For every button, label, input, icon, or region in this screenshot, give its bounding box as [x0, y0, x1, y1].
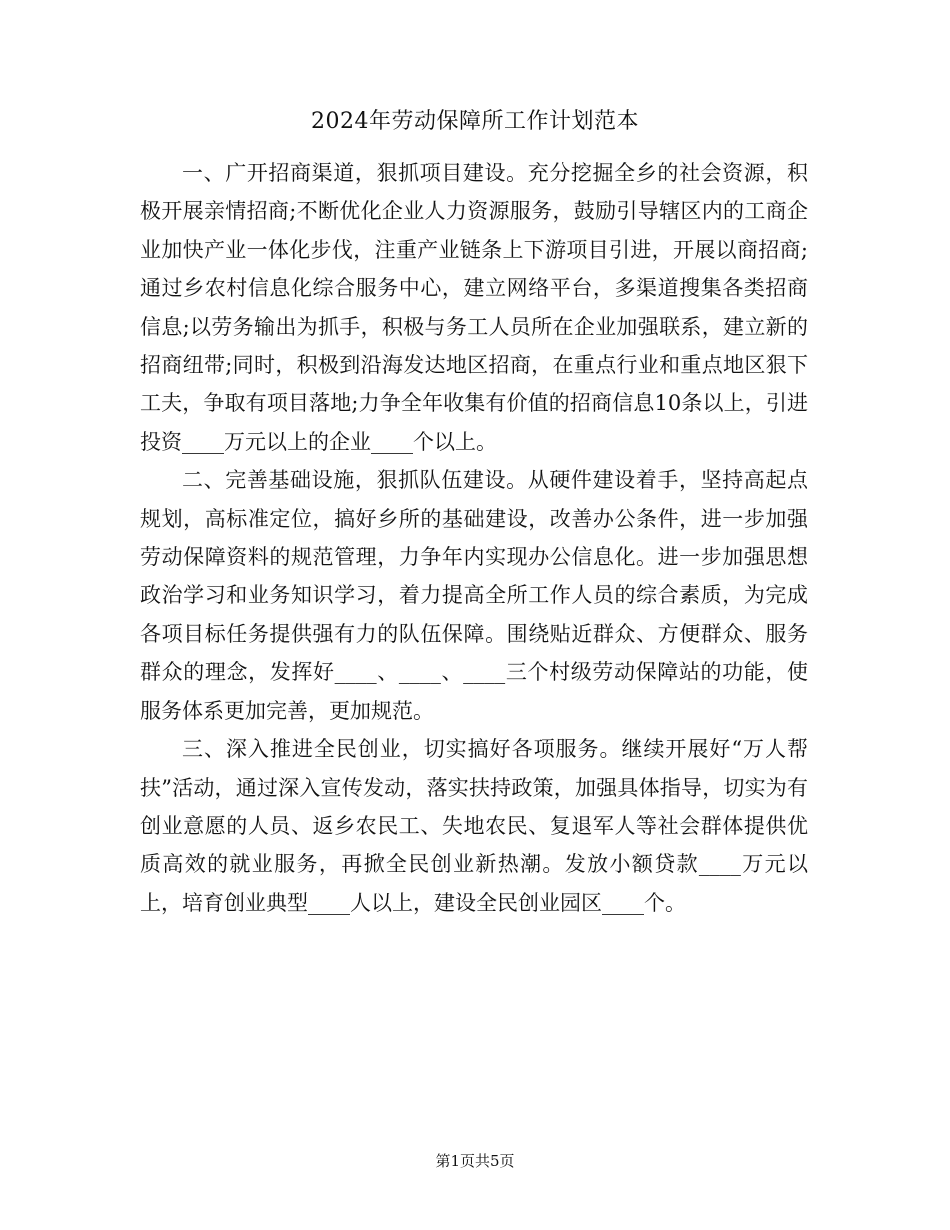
paragraph-3: 三、深入推进全民创业，切实搞好各项服务。继续开展好“万人帮扶”活动，通过深入宣传发动，落实扶持政策，加强具体指导，切实为有创业意愿的人员、返乡农民工、失地农民、复退军人等社会群体提供优质高效的就业服务，再掀全民创业新热潮。发放小额贷款____万元以上，培育创业典型____人以上，建设全民创业园区____个。: [140, 737, 808, 915]
document-body: [140, 154, 808, 922]
document-title: 2024年劳动保障所工作计划范本: [311, 109, 639, 134]
paragraph-1: 一、广开招商渠道，狠抓项目建设。充分挖掘全乡的社会资源，积极开展亲情招商;不断优化企业人力资源服务，鼓励引导辖区内的工商企业加快产业一体化步伐，注重产业链条上下游项目引进，开展以商招商;通过乡农村信息化综合服务中心，建立网络平台，多渠道搜集各类招商信息;以劳务输出为抓手，积极与务工人员所在企业加强联系，建立新的招商纽带;同时，积极到沿海发达地区招商，在重点行业和重点地区狠下工夫，争取有项目落地;力争全年收集有价值的招商信息10条以上，引进投资____万元以上的企业____个以上。: [140, 161, 808, 454]
page-number-footer: 第1页共5页: [435, 1152, 515, 1170]
paragraph-2: 二、完善基础设施，狠抓队伍建设。从硬件建设着手，坚持高起点规划，高标准定位，搞好乡所的基础建设，改善办公条件，进一步加强劳动保障资料的规范管理，力争年内实现办公信息化。进一步加强思想政治学习和业务知识学习，着力提高全所工作人员的综合素质，为完成各项目标任务提供强有力的队伍保障。围绕贴近群众、方便群众、服务群众的理念，发挥好____、____、____三个村级劳动保障站的功能，使服务体系更加完善，更加规范。: [140, 468, 808, 723]
